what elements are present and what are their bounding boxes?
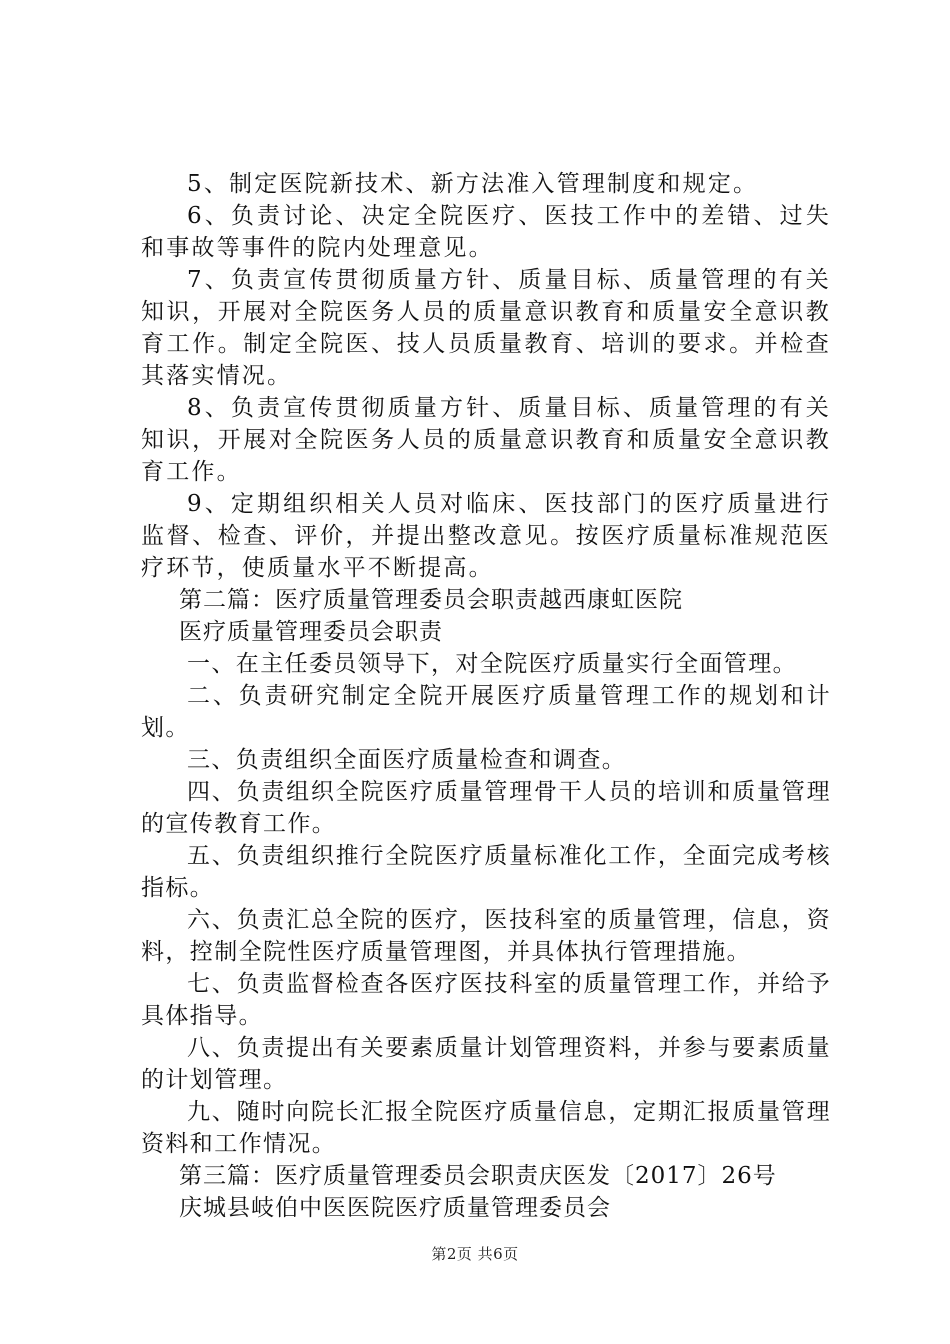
section-2-item-4: 四、负责组织全院医疗质量管理骨干人员的培训和质量管理的宣传教育工作。 <box>141 779 831 837</box>
section-2-subtitle: 医疗质量管理委员会职责 <box>179 619 443 645</box>
section-2-item-6: 六、负责汇总全院的医疗，医技科室的质量管理，信息，资料，控制全院性医疗质量管理图，并具体执行管理措施。 <box>141 907 831 965</box>
section-2-item-3: 三、负责组织全面医疗质量检查和调查。 <box>187 747 627 773</box>
section-2-item-7: 七、负责监督检查各医疗医技科室的质量管理工作，并给予具体指导。 <box>141 971 831 1029</box>
section-3-subtitle: 庆城县岐伯中医医院医疗质量管理委员会 <box>179 1195 611 1221</box>
section-2-item-5: 五、负责组织推行全院医疗质量标准化工作，全面完成考核指标。 <box>141 843 831 901</box>
paragraph-9: 9、定期组织相关人员对临床、医技部门的医疗质量进行监督、检查、评价，并提出整改意见。按医疗质量标准规范医疗环节，使质量水平不断提高。 <box>141 491 831 581</box>
section-3-title: 第三篇：医疗质量管理委员会职责庆医发〔2017〕26号 <box>179 1163 777 1189</box>
page-number-footer: 第2页 共6页 <box>431 1245 519 1263</box>
paragraph-6: 6、负责讨论、决定全院医疗、医技工作中的差错、过失和事故等事件的院内处理意见。 <box>141 203 831 261</box>
section-2-title: 第二篇：医疗质量管理委员会职责越西康虹医院 <box>179 587 683 613</box>
paragraph-5: 5、制定医院新技术、新方法准入管理制度和规定。 <box>187 171 759 197</box>
section-2-item-8: 八、负责提出有关要素质量计划管理资料，并参与要素质量的计划管理。 <box>141 1035 831 1093</box>
section-2-item-2: 二、负责研究制定全院开展医疗质量管理工作的规划和计划。 <box>141 683 831 741</box>
section-2-item-9: 九、随时向院长汇报全院医疗质量信息，定期汇报质量管理资料和工作情况。 <box>141 1099 831 1157</box>
section-2-item-1: 一、在主任委员领导下，对全院医疗质量实行全面管理。 <box>187 651 797 677</box>
paragraph-7: 7、负责宣传贯彻质量方针、质量目标、质量管理的有关知识，开展对全院医务人员的质量意识教育和质量安全意识教育工作。制定全院医、技人员质量教育、培训的要求。并检查其落实情况。 <box>141 267 831 389</box>
document-body <box>141 168 831 1224</box>
paragraph-8: 8、负责宣传贯彻质量方针、质量目标、质量管理的有关知识，开展对全院医务人员的质量意识教育和质量安全意识教育工作。 <box>141 395 831 485</box>
